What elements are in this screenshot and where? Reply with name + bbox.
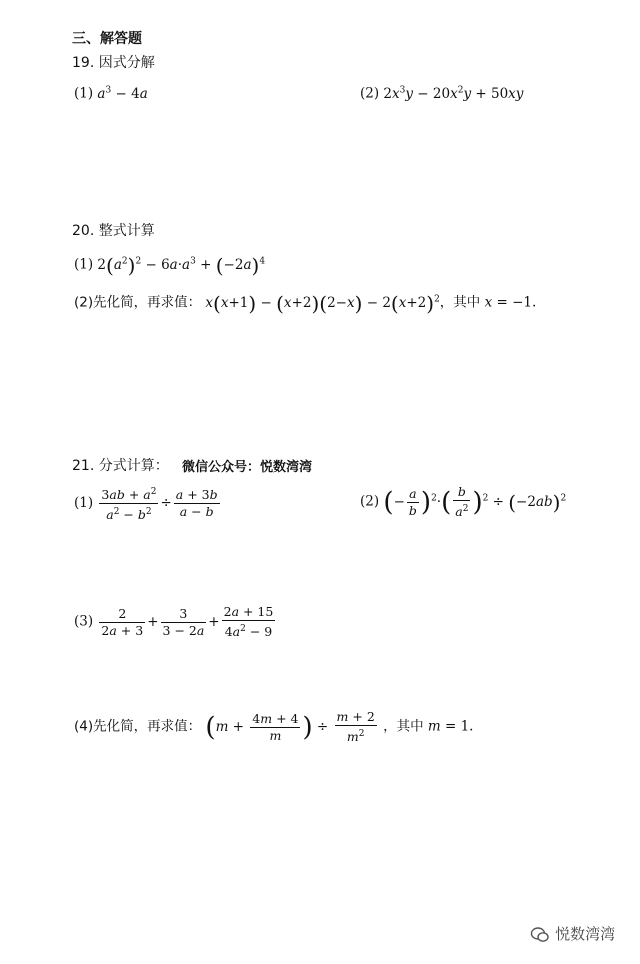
q20-part1-label: (1) [74, 256, 94, 273]
q19-part2-expression: $2x^3y - 20x^2y + 50xy$ [383, 85, 524, 102]
q21-part4 [74, 709, 473, 745]
q19-heading: 19. 因式分解 [72, 55, 155, 71]
q21-part3-label: (3) [74, 613, 94, 630]
q21-part4-value: m = 1. [427, 718, 474, 735]
q20-part2-label: (2)先化简，再求值： [74, 294, 202, 311]
q21-heading: 21. 分式计算： [72, 458, 169, 474]
q21-part2 [360, 484, 566, 520]
q19-part1-label: (1) [74, 85, 94, 102]
wechat-icon [530, 926, 550, 944]
q21-part4-condition: ，其中 [383, 718, 424, 735]
q21-part1-expression: $\frac{3ab + a^2}{a^2 - b^2}$ ÷ $\frac{a + 3b}{a - b}$ [97, 495, 221, 511]
watermark-text: 微信公众号：悦数湾湾 [182, 460, 313, 475]
q21-part2-expression: (− $\frac{a}{b}$ )$^2$·( $\frac{b}{a^2}$ )$^2 \div (-2ab)^2$ [383, 484, 567, 520]
q21-part3-expression: $\frac{2}{2a + 3}$ + $\frac{3}{3 - 2a}$ + $\frac{2a + 15}{4a^2 - 9}$ [101, 604, 274, 640]
q20-part2-value: x = −1. [484, 294, 537, 311]
q20-part2-condition: ，其中 [439, 294, 481, 311]
q20-heading: 20. 整式计算 [72, 223, 155, 239]
brand-name: 悦数湾湾 [555, 925, 616, 943]
q19-part2 [360, 81, 523, 103]
q21-part4-expression: (m + $\frac{4m + 4}{m}$ ) ÷ $\frac{m + 2}{m^2}$ [205, 709, 375, 745]
q21-part1-label: (1) [74, 495, 94, 512]
section-title: 三、解答题 [72, 31, 142, 47]
q19-part1-expression: $a^3 - 4a$ [97, 85, 148, 102]
brand-logo [530, 923, 615, 944]
q20-part1 [74, 252, 266, 277]
q19-part2-label: (2) [360, 85, 380, 102]
q21-part2-label: (2) [360, 493, 380, 510]
q20-part2-expression: $x(x+1) - (x+2)(2-x) - 2(x+2)^2$ [205, 291, 440, 315]
q21-part3 [74, 604, 277, 640]
q20-part2 [74, 290, 537, 315]
q20-part1-expression: $2(a^2)^2 - 6a\cdot a^3 + (-2a)^4$ [97, 253, 266, 277]
q21-part1 [74, 484, 222, 523]
q19-part1 [74, 81, 148, 103]
q21-part4-label: (4)先化简，再求值： [74, 718, 202, 735]
